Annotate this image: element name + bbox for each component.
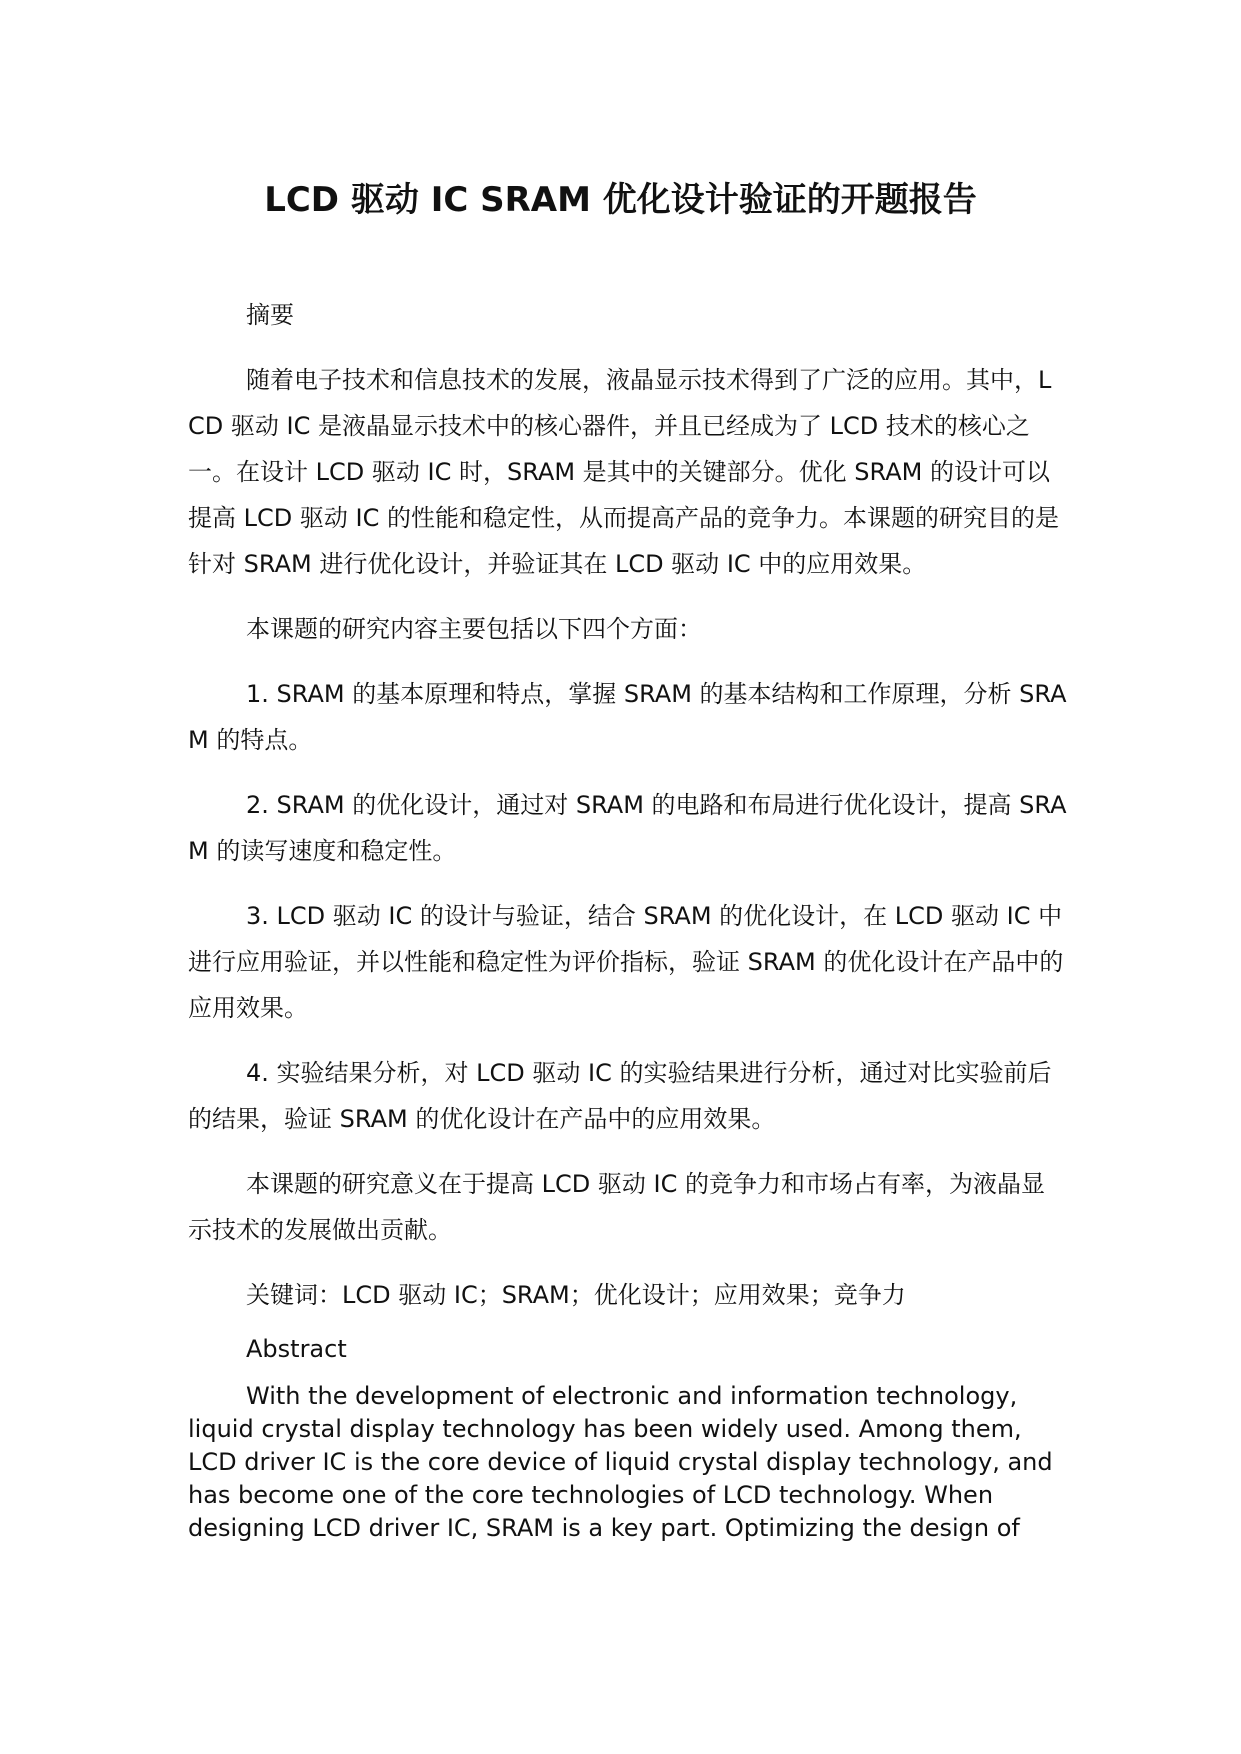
list-item-4: 4. 实验结果分析，对 LCD 驱动 IC 的实验结果进行分析，通过对比实验前后的结果，验证 SRAM 的优化设计在产品中的应用效果。 bbox=[188, 1059, 1052, 1133]
keywords: 关键词：LCD 驱动 IC；SRAM；优化设计；应用效果；竞争力 bbox=[246, 1281, 906, 1309]
list-item-1: 1. SRAM 的基本原理和特点，掌握 SRAM 的基本结构和工作原理，分析 SRAM 的特点。 bbox=[188, 680, 1067, 754]
abstract-en-paragraph: With the development of electronic and information technology, liquid crystal display technology has been widely used. Among them, LCD driver IC is the core device of liquid crystal display technology, and has become one of the core technologies of LCD technology. When designing LCD driver IC, SRAM is a key part. Optimizing the design of bbox=[188, 1382, 1053, 1542]
document-body bbox=[188, 292, 1068, 1545]
paragraph-intro: 随着电子技术和信息技术的发展，液晶显示技术得到了广泛的应用。其中，LCD 驱动 IC 是液晶显示技术中的核心器件，并且已经成为了 LCD 技术的核心之一。在设计 LCD 驱动 IC 时，SRAM 是其中的关键部分。优化 SRAM 的设计可以提高 LCD 驱动 IC 的性能和稳定性，从而提高产品的竞争力。本课题的研究目的是针对 SRAM 进行优化设计，并验证其在 LCD 驱动 IC 中的应用效果。 bbox=[188, 366, 1059, 578]
page-title: LCD 驱动 IC SRAM 优化设计验证的开题报告 bbox=[264, 180, 977, 220]
paragraph-significance: 本课题的研究意义在于提高 LCD 驱动 IC 的竞争力和市场占有率，为液晶显示技术的发展做出贡献。 bbox=[188, 1170, 1045, 1244]
abstract-heading: 摘要 bbox=[246, 301, 294, 329]
list-item-2: 2. SRAM 的优化设计，通过对 SRAM 的电路和布局进行优化设计，提高 SRAM 的读写速度和稳定性。 bbox=[188, 791, 1067, 865]
paragraph-content-overview: 本课题的研究内容主要包括以下四个方面： bbox=[246, 615, 702, 643]
list-item-3: 3. LCD 驱动 IC 的设计与验证，结合 SRAM 的优化设计，在 LCD 驱动 IC 中进行应用验证，并以性能和稳定性为评价指标，验证 SRAM 的优化设计在产品中的应用效果。 bbox=[188, 902, 1064, 1022]
abstract-en-heading: Abstract bbox=[246, 1335, 347, 1363]
